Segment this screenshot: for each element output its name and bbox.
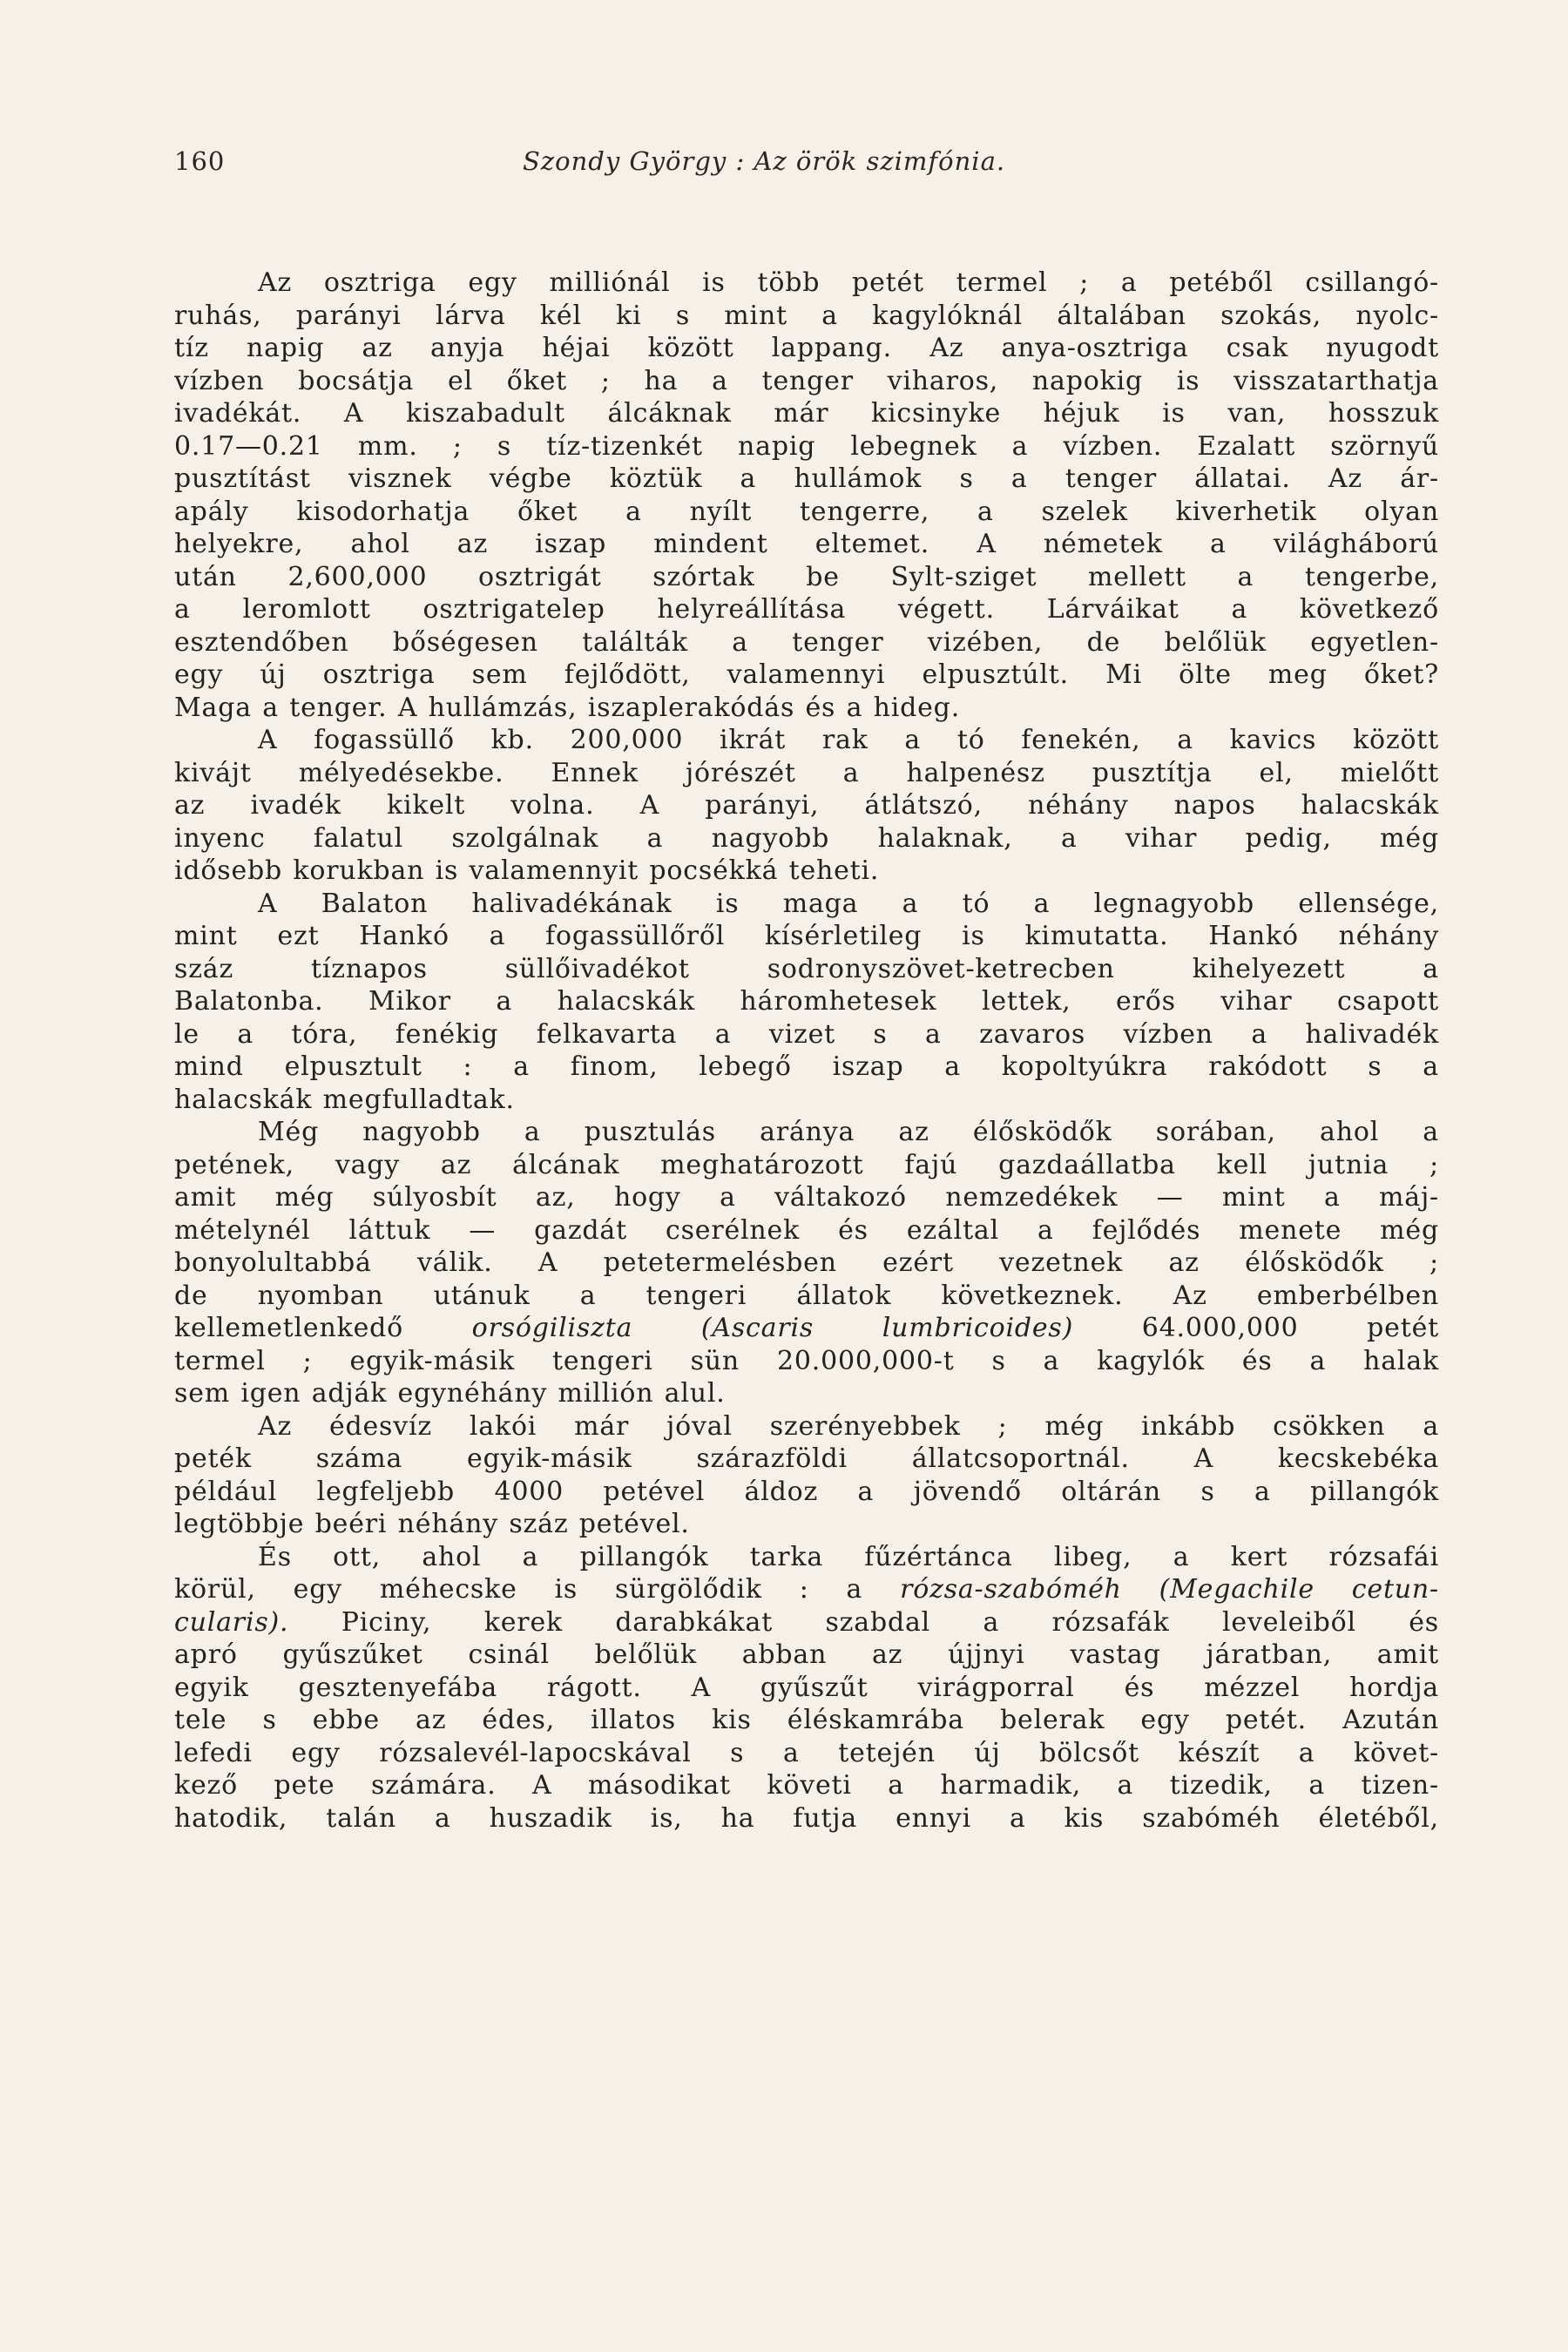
text-line: A fogassüllő kb. 200,000 ikrát rak a tó fenekén, a kavics között	[258, 725, 1439, 755]
text-line: vízben bocsátja el őket ; ha a tenger viharos, napokig is visszatarthatja	[174, 365, 1439, 396]
text-line: apró gyűszűket csinál belőlük abban az újjnyi vastag járatban, amit	[174, 1639, 1439, 1670]
text-line: 0.17—0.21 mm. ; s tíz-tizenkét napig lebegnek a vízben. Ezalatt szörnyű	[174, 430, 1439, 462]
text-line: a leromlott osztrigatelep helyreállítása végett. Lárváikat a következő	[174, 594, 1439, 625]
text-line: pusztítást visznek végbe köztük a hullámok s a tenger állatai. Az ár-	[174, 463, 1439, 494]
running-title: Szondy György : Az örök szimfónia.	[523, 146, 1006, 176]
text-line: halacskák megfulladtak.	[174, 1084, 515, 1115]
text-line: mint ezt Hankó a fogassüllőről kísérletileg is kimutatta. Hankó néhány	[174, 921, 1439, 951]
text-line: sem igen adják egynéhány millión alul.	[174, 1378, 726, 1409]
text-line: de nyomban utánuk a tengeri állatok következnek. Az emberbélben	[174, 1280, 1439, 1311]
text-line: után 2,600,000 osztrigát szórtak be Sylt-sziget mellett a tengerbe,	[174, 561, 1439, 592]
text-line: bonyolultabbá válik. A petetermelésben ezért vezetnek az élősködők ;	[174, 1247, 1439, 1278]
text-line: például legfeljebb 4000 petével áldoz a jövendő oltárán s a pillangók	[174, 1476, 1439, 1507]
bottom-margin	[0, 2160, 1568, 2352]
text-line: Az osztriga egy milliónál is több petét termel ; a petéből csillangó-	[258, 267, 1439, 298]
italic-term: cularis).	[174, 1606, 289, 1638]
text-line: helyekre, ahol az iszap mindent eltemet. A németek a világháború	[174, 529, 1439, 559]
text-line: kező pete számára. A másodikat követi a harmadik, a tizedik, a tizen-	[174, 1770, 1439, 1801]
italic-term: rózsa-szabóméh (Megachile cetun-	[900, 1574, 1439, 1605]
text-line	[174, 1312, 1439, 1345]
text-line: le a tóra, fenékig felkavarta a vizet s a zavaros vízben a halivadék	[174, 1018, 1439, 1050]
text-line: mind elpusztult : a finom, lebegő iszap a kopoltyúkra rakódott s a	[174, 1051, 1439, 1082]
text-line: hatodik, talán a huszadik is, ha futja ennyi a kis szabóméh életéből,	[174, 1802, 1439, 1834]
text-line: petének, vagy az álcának meghatározott fajú gazdaállatba kell jutnia ;	[174, 1149, 1439, 1180]
text-line: egy új osztriga sem fejlődött, valamennyi elpusztúlt. Mi ölte meg őket?	[174, 659, 1439, 690]
text-line: peték száma egyik-másik szárazföldi állatcsoportnál. A kecskebéka	[174, 1443, 1439, 1474]
body-text	[174, 267, 1439, 1835]
text-run: 64.000,000 petét	[1073, 1313, 1439, 1343]
text-line: legtöbbje beéri néhány száz petével.	[174, 1509, 690, 1539]
text-line: És ott, ahol a pillangók tarka fűzértánca libeg, a kert rózsafái	[258, 1541, 1439, 1572]
text-line: Még nagyobb a pusztulás aránya az élősködők sorában, ahol a	[258, 1117, 1439, 1147]
text-run: kellemetlenkedő	[174, 1313, 472, 1343]
text-line: Balatonba. Mikor a halacskák háromhetesek lettek, erős vihar csapott	[174, 986, 1439, 1017]
text-line: tíz napig az anyja héjai között lappang. Az anya-osztriga csak nyugodt	[174, 333, 1439, 363]
text-line: lefedi egy rózsalevél-lapocskával s a tetején új bölcsőt készít a követ-	[174, 1737, 1439, 1768]
page-number: 160	[174, 146, 226, 176]
text-line: termel ; egyik-másik tengeri sün 20.000,000-t s a kagylók és a halak	[174, 1345, 1439, 1376]
text-line: Az édesvíz lakói már jóval szerényebbek ; még inkább csökken a	[258, 1410, 1439, 1442]
text-line: tele s ebbe az édes, illatos kis éléskamrába belerak egy petét. Azután	[174, 1705, 1439, 1735]
text-line: idősebb korukban is valamennyit pocsékká teheti.	[174, 855, 880, 886]
text-run: körül, egy méhecske is sürgölődik : a	[174, 1574, 901, 1605]
text-line: egyik gesztenyefába rágott. A gyűszűt virágporral és mézzel hordja	[174, 1672, 1439, 1703]
italic-term: orsógiliszta (Ascaris lumbricoides)	[471, 1313, 1074, 1343]
text-line: A Balaton halivadékának is maga a tó a legnagyobb ellensége,	[258, 888, 1439, 919]
text-line	[174, 1573, 1439, 1606]
text-line: ruhás, parányi lárva kél ki s mint a kagylóknál általában szokás, nyolc-	[174, 300, 1439, 331]
text-line: mételynél láttuk — gazdát cserélnek és ezáltal a fejlődés menete még	[174, 1214, 1439, 1246]
text-line: száz tíznapos süllőivadékot sodronyszövet-ketrecben kihelyezett a	[174, 953, 1439, 984]
text-line	[174, 1606, 1439, 1639]
text-line: esztendőben bőségesen találták a tenger vizében, de belőlük egyetlen-	[174, 626, 1439, 658]
text-line: amit még súlyosbít az, hogy a váltakozó nemzedékek — mint a máj-	[174, 1182, 1439, 1213]
text-line: inyenc falatul szolgálnak a nagyobb halaknak, a vihar pedig, még	[174, 822, 1439, 854]
running-head	[174, 146, 1439, 190]
text-line: Maga a tenger. A hullámzás, iszaplerakódás és a hideg.	[174, 692, 961, 723]
text-line: az ivadék kikelt volna. A parányi, átlátszó, néhány napos halacskák	[174, 790, 1439, 821]
text-line: ivadékát. A kiszabadult álcáknak már kicsinyke héjuk is van, hosszuk	[174, 398, 1439, 429]
text-run: Piciny, kerek darabkákat szabdal a rózsafák leveleiből és	[288, 1606, 1439, 1638]
text-line: kivájt mélyedésekbe. Ennek jórészét a halpenész pusztítja el, mielőtt	[174, 757, 1439, 788]
text-line: apály kisodorhatja őket a nyílt tengerre, a szelek kiverhetik olyan	[174, 496, 1439, 527]
